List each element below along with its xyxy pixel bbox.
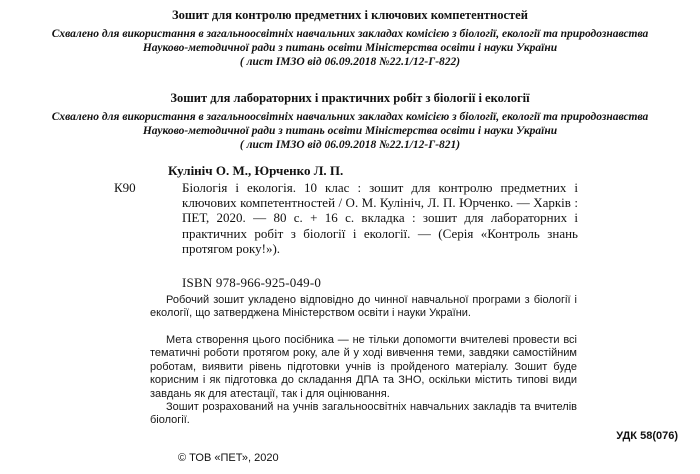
library-code: К90 (114, 180, 136, 195)
copyright: © ТОВ «ПЕТ», 2020 (178, 452, 279, 464)
approval-line: Науково-методичної ради з питань освіти Міністерства освіти і науки України (142, 125, 558, 137)
approval-block-2 (0, 91, 700, 152)
authors: Кулініч О. М., Юрченко Л. П. (168, 163, 344, 178)
notebook-title-1: Зошит для контролю предметних і ключових компетентностей (172, 8, 528, 22)
paragraph-program: Робочий зошит укладено відповідно до чинної навчальної програми з біології і екології, що затверджена Міністерством освіти і науки України. (150, 294, 577, 320)
paragraph-audience: Зошит розрахований на учнів загальноосвітніх навчальних закладів та вчителів біології. (150, 401, 577, 427)
udk-code: УДК 58(076) (616, 430, 678, 442)
approval-line: ( лист ІМЗО від 06.09.2018 №22.1/12-Г-822) (239, 56, 461, 68)
approval-block-1 (0, 8, 700, 69)
notebook-title-2: Зошит для лабораторних і практичних робіт з біології і екології (170, 91, 530, 105)
paragraph-purpose: Мета створення цього посібника — не тільки допомогти вчителеві провести всі тематичні роботи протягом року, але й у ході вивчення теми, завдяки самостійним роботам, виявити рівень підготовки учнів із пройденого матеріалу. Зошит буде корисним і як підготовка до складання ДПА та ЗНО, оскільки містить типові види завдань як для атестації, так і для оцінювання. (150, 334, 577, 400)
bibliographic-description: Біологія і екологія. 10 клас : зошит для контролю предметних і ключових компетентностей / О. М. Кулініч, Л. П. Юрченко. — Харків : ПЕТ, 2020. — 80 с. + 16 с. вкладка : зошит для лабораторних і практичних робіт з біології і екології. — (Серія «Контроль знань протягом року!»). (182, 180, 578, 256)
approval-line: ( лист ІМЗО від 06.09.2018 №22.1/12-Г-821) (239, 139, 461, 151)
approval-text-2 (0, 110, 700, 152)
approval-line: Науково-методичної ради з питань освіти Міністерства освіти і науки України (142, 42, 558, 54)
isbn: ISBN 978-966-925-049-0 (182, 275, 322, 290)
approval-line: Схвалено для використання в загальноосвітніх навчальних закладах комісією з біології, екології та природознавства (51, 28, 649, 40)
approval-text-1 (0, 27, 700, 69)
approval-line: Схвалено для використання в загальноосвітніх навчальних закладах комісією з біології, екології та природознавства (51, 111, 649, 123)
